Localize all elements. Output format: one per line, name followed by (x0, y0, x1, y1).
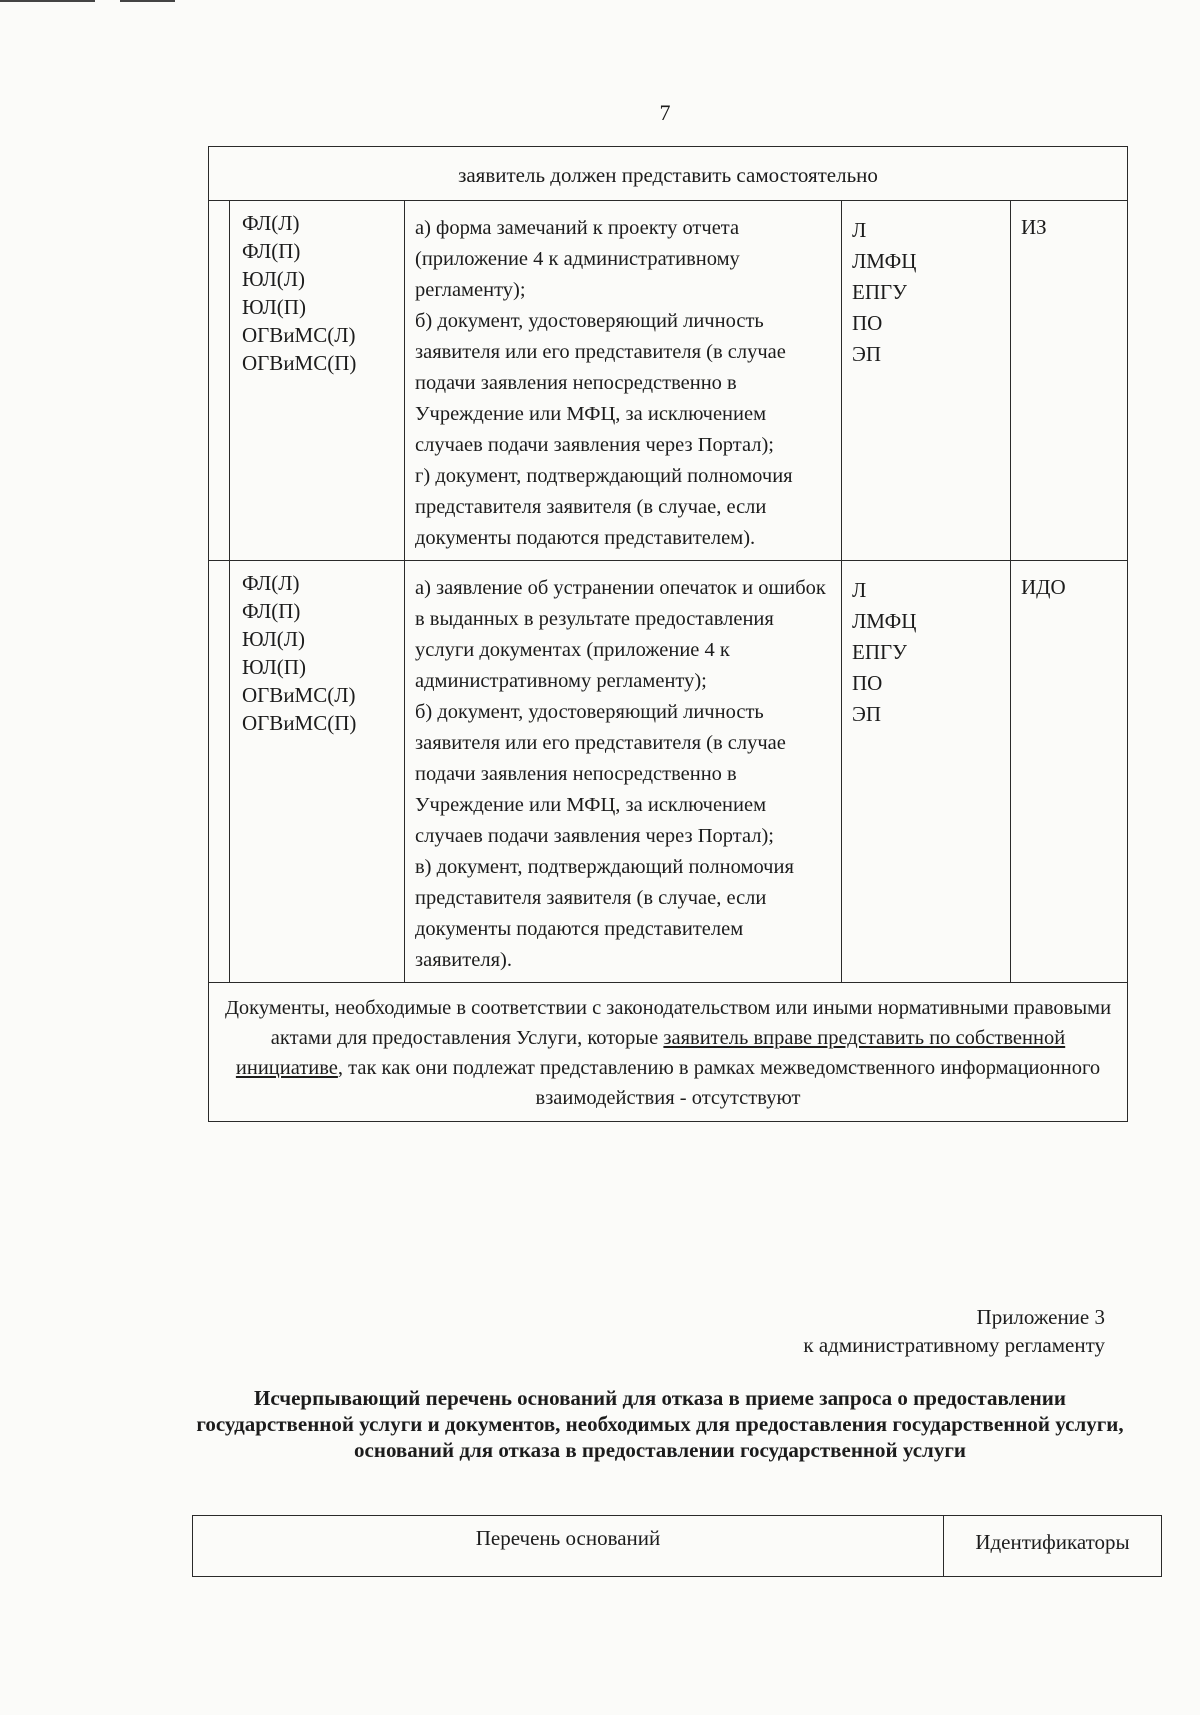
empty-cell (209, 201, 230, 561)
category: ЮЛ(Л) (242, 267, 306, 291)
channel: Л (852, 578, 867, 602)
table-header: заявитель должен представить самостоятельно (209, 147, 1128, 201)
document-item: а) заявление об устранении опечаток и ошибок в выданных в результате предоставления услуги документах (приложение 4 к административному регламенту); (415, 577, 826, 692)
category: ОГВиМС(Л) (242, 323, 356, 347)
submission-channels-cell (842, 561, 1011, 983)
channel: ПО (852, 671, 883, 695)
table-row (209, 201, 1128, 561)
channel: Л (852, 218, 867, 242)
category: ОГВиМС(П) (242, 351, 357, 375)
documents-table (208, 146, 1128, 1122)
submission-channels-cell (842, 201, 1011, 561)
appendix-number: Приложение 3 (976, 1305, 1105, 1329)
applicant-categories-cell (230, 201, 405, 561)
channel: ЕПГУ (852, 640, 908, 664)
category: ЮЛ(П) (242, 655, 306, 679)
appendix-subtitle: к административному регламенту (803, 1333, 1105, 1357)
table-footer-note (209, 983, 1128, 1122)
scan-edge-mark (120, 0, 175, 2)
channel: ЭП (852, 342, 882, 366)
footer-underlined-text: заявитель вправе представить по собственной инициативе (235, 1027, 1066, 1079)
appendix-caption (803, 1303, 1105, 1359)
document-item: в) документ, подтверждающий полномочия представителя заявителя (в случае, если документы подаются представителем заявителя). (415, 856, 794, 971)
document-item: а) форма замечаний к проекту отчета (приложение 4 к административному регламенту); (415, 217, 740, 301)
column-header: Идентификаторы (944, 1516, 1162, 1577)
applicant-categories-cell (230, 561, 405, 983)
category: ФЛ(П) (242, 239, 301, 263)
channel: ЕПГУ (852, 280, 908, 304)
document-item: г) документ, подтверждающий полномочия представителя заявителя (в случае, если документы подаются представителем). (415, 465, 793, 549)
page-number: 7 (659, 100, 671, 125)
footer-text: , так как они подлежат представлению в рамках межведомственного информационного взаимодействия - отсутствуют (337, 1057, 1101, 1109)
identifier-cell: ИДО (1011, 561, 1128, 983)
channel: ПО (852, 311, 883, 335)
section-title: Исчерпывающий перечень оснований для отказа в приеме запроса о предоставлении государственной услуги и документов, необходимых для предоставления государственной услуги, оснований для отказа в предоставлении государственной услуги (196, 1386, 1124, 1462)
category: ОГВиМС(П) (242, 711, 357, 735)
column-header: Перечень оснований (193, 1516, 944, 1577)
category: ОГВиМС(Л) (242, 683, 356, 707)
category: ЮЛ(Л) (242, 627, 306, 651)
channel: ЛМФЦ (852, 609, 917, 633)
footer-text: Документы, необходимые в соответствии с законодательством или иными нормативными правовыми актами для предоставления Услуги, которые (224, 997, 1112, 1049)
documents-cell (405, 201, 842, 561)
identifier-cell: ИЗ (1011, 201, 1128, 561)
empty-cell (209, 561, 230, 983)
table-row (209, 561, 1128, 983)
grounds-table (192, 1515, 1162, 1577)
category: ФЛ(П) (242, 599, 301, 623)
document-item: б) документ, удостоверяющий личность заявителя или его представителя (в случае подачи заявления непосредственно в Учреждение или МФЦ, за исключением случаев подачи заявления через Портал); (415, 701, 786, 847)
scan-edge-mark (0, 0, 95, 2)
document-item: б) документ, удостоверяющий личность заявителя или его представителя (в случае подачи заявления непосредственно в Учреждение или МФЦ, за исключением случаев подачи заявления через Портал); (415, 310, 786, 456)
category: ФЛ(Л) (242, 571, 300, 595)
channel: ЭП (852, 702, 882, 726)
documents-cell (405, 561, 842, 983)
category: ЮЛ(П) (242, 295, 306, 319)
category: ФЛ(Л) (242, 211, 300, 235)
channel: ЛМФЦ (852, 249, 917, 273)
